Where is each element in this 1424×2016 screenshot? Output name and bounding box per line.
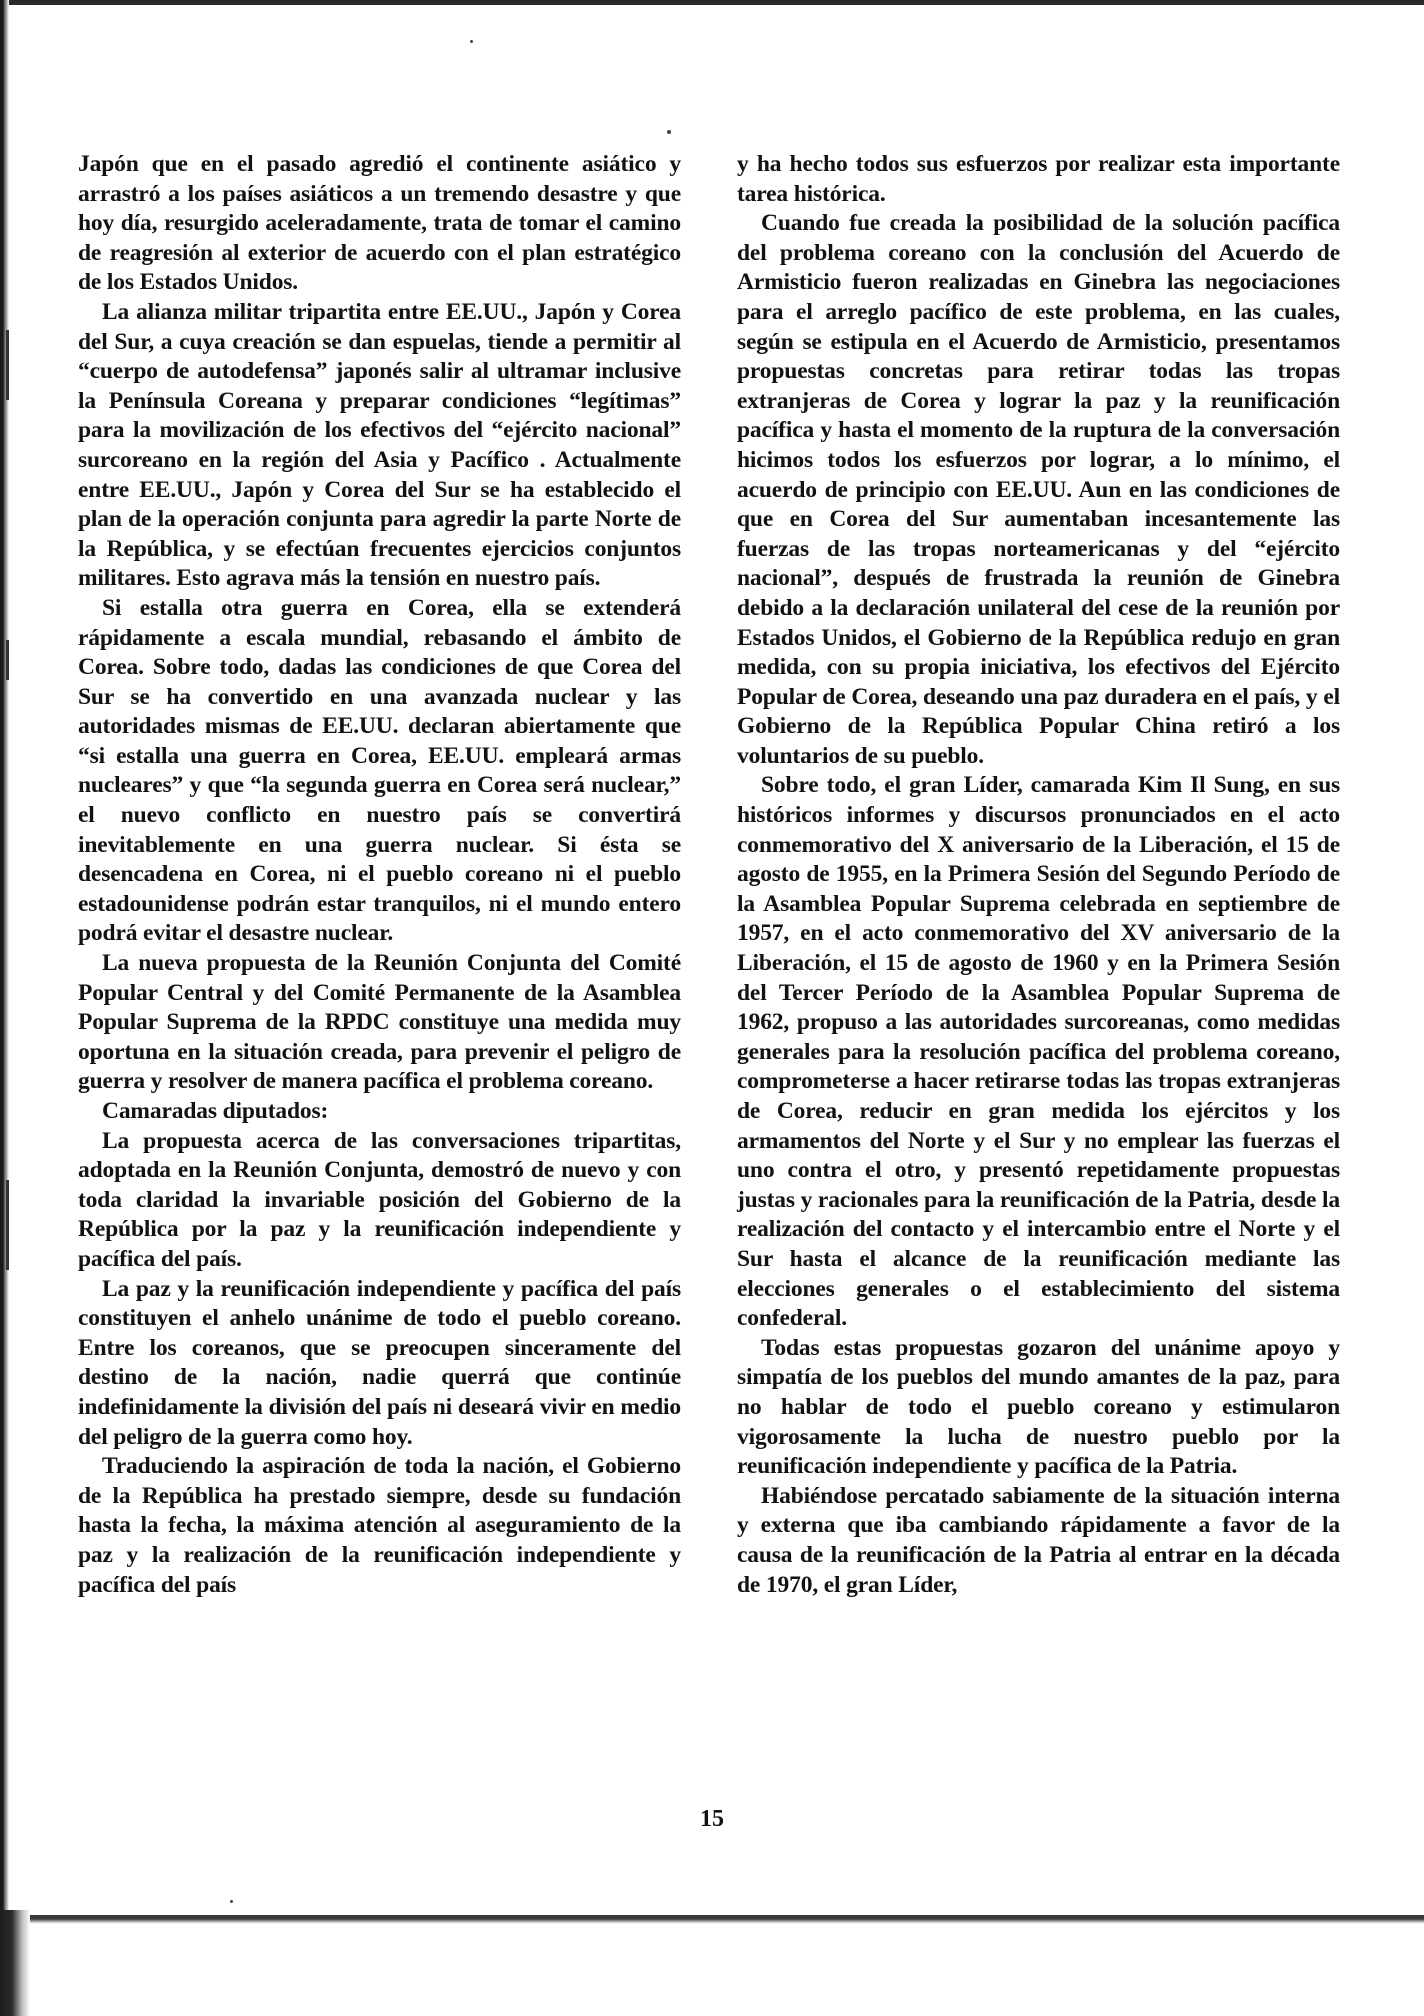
paragraph: Japón que en el pasado agredió el continente asiático y arrastró a los países asiáticos a un tremendo desastre y que hoy día, resurgido aceleradamente, trata de tomar el camino de reagresión al exterior de acuerdo con el plan estratégico de los Estados Unidos. bbox=[78, 151, 681, 296]
scan-speck bbox=[470, 40, 473, 43]
paragraph: La paz y la reunificación independiente y pacífica del país constituyen el anhelo unánime de todo el pueblo coreano. Entre los coreanos, que se preocupen sinceramente del destino de la nación, nadie querrá que continúe indefinidamente la división del país ni deseará vivir en medio del peligro de la guerra como hoy. bbox=[78, 1275, 681, 1450]
text-column-right bbox=[737, 150, 1340, 1600]
scan-corner-bottom-left bbox=[0, 1910, 30, 2016]
scan-speck bbox=[667, 130, 671, 134]
paragraph: y ha hecho todos sus esfuerzos por realizar esta importante tarea histórica. bbox=[737, 151, 1340, 207]
scan-mark bbox=[6, 330, 9, 400]
paragraph: La nueva propuesta de la Reunión Conjunta del Comité Popular Central y del Comité Permanente de la Asamblea Popular Suprema de la RPDC constituye una medida muy oportuna en la situación creada, para prevenir el peligro de guerra y resolver de manera pacífica el problema coreano. bbox=[78, 950, 681, 1095]
paragraph: Traduciendo la aspiración de toda la nación, el Gobierno de la República ha prestado siempre, desde su fundación hasta la fecha, la máxima atención al aseguramiento de la paz y la realización de la reunificación independiente y pacífica del país bbox=[78, 1453, 681, 1598]
paragraph: La alianza militar tripartita entre EE.UU., Japón y Corea del Sur, a cuya creación se dan espuelas, tiende a permitir al “cuerpo de autodefensa” japonés salir al ultramar inclusive la Península Coreana y preparar condiciones “legítimas” para la movilización de los efectivos del “ejército nacional” surcoreano en la región del Asia y Pacífico . Actualmente entre EE.UU., Japón y Corea del Sur se ha establecido el plan de la operación conjunta para agredir la parte Norte de la República, y se efectúan frecuentes ejercicios conjuntos militares. Esto agrava más la tensión en nuestro país. bbox=[78, 298, 681, 592]
text-column-left bbox=[78, 150, 681, 1600]
paragraph: La propuesta acerca de las conversaciones tripartitas, adoptada en la Reunión Conjunta, demostró de nuevo y con toda claridad la invariable posición del Gobierno de la República por la paz y la reunificación independiente y pacífica del país. bbox=[78, 1127, 681, 1272]
paragraph-salutation: Camaradas diputados: bbox=[102, 1098, 329, 1124]
scan-mark bbox=[6, 1180, 9, 1270]
paragraph: Cuando fue creada la posibilidad de la solución pacífica del problema coreano con la conclusión del Acuerdo de Armisticio fueron realizadas en Ginebra las negociaciones para el arreglo pacífico de este problema, en las cuales, según se estipula en el Acuerdo de Armisticio, presentamos propuestas concretas para retirar todas las tropas extranjeras de Corea y lograr la paz y la reunificación pacífica y hasta el momento de la ruptura de la conversación hicimos todos los esfuerzos por lograr, a lo mínimo, el acuerdo de principio con EE.UU. Aun en las condiciones de que en Corea del Sur aumentaban incesantemente las fuerzas de las tropas norteamericanas y del “ejército nacional”, después de frustrada la reunión de Ginebra debido a la declaración unilateral del cese de la reunión por Estados Unidos, el Gobierno de la República redujo en gran medida, con su propia iniciativa, los efectivos del Ejército Popular de Corea, deseando una paz duradera en el país, y el Gobierno de la República Popular China retiró a los voluntarios de su pueblo. bbox=[737, 210, 1340, 769]
page-number: 15 bbox=[700, 1806, 724, 1832]
scan-mark bbox=[6, 640, 9, 680]
paragraph: Sobre todo, el gran Líder, camarada Kim Il Sung, en sus históricos informes y discursos pronunciados en el acto conmemorativo del X aniversario de la Liberación, el 15 de agosto de 1955, en la Primera Sesión del Segundo Período de la Asamblea Popular Suprema celebrada en septiembre de 1957, en el acto conmemorativo del XV aniversario de la Liberación, el 15 de agosto de 1960 y en la Primera Sesión del Tercer Período de la Asamblea Popular Suprema de 1962, propuso a las autoridades surcoreanas, como medidas generales para la resolución pacífica del problema coreano, comprometerse a hacer retirarse todas las tropas extranjeras de Corea, reducir en gran medida los ejércitos y los armamentos del Norte y el Sur y no emplear las fuerzas el uno contra el otro, y presentó repetidamente propuestas justas y racionales para la reunificación de la Patria, desde la realización del contacto y el intercambio entre el Norte y el Sur hasta el alcance de la reunificación mediante las elecciones generales o el establecimiento del sistema confederal. bbox=[737, 772, 1340, 1332]
paragraph: Si estalla otra guerra en Corea, ella se extenderá rápidamente a escala mundial, rebasando el ámbito de Corea. Sobre todo, dadas las condiciones de que Corea del Sur se ha convertido en una avanzada nuclear y las autoridades mismas de EE.UU. declaran abiertamente que “si estalla una guerra en Corea, EE.UU. empleará armas nucleares” y que “la segunda guerra en Corea será nuclear,” el nuevo conflicto en nuestro país se convertirá inevitablemente en una guerra nuclear. Si ésta se desencadena en Corea, ni el pueblo coreano ni el pueblo estadounidense podrán estar tranquilos, ni el mundo entero podrá evitar el desastre nuclear. bbox=[78, 594, 681, 947]
scan-border-top bbox=[0, 0, 1424, 5]
scan-border-left bbox=[0, 0, 9, 2016]
scan-border-bottom bbox=[0, 1915, 1424, 1924]
scan-speck bbox=[230, 1900, 233, 1903]
paragraph: Habiéndose percatado sabiamente de la situación interna y externa que iba cambiando rápidamente a favor de la causa de la reunificación de la Patria al entrar en la década de 1970, el gran Líder, bbox=[737, 1482, 1340, 1598]
paragraph: Todas estas propuestas gozaron del unánime apoyo y simpatía de los pueblos del mundo amantes de la paz, para no hablar de todo el pueblo coreano y estimularon vigorosamente la lucha de nuestro pueblo por la reunificación independiente y pacífica de la Patria. bbox=[737, 1334, 1340, 1480]
